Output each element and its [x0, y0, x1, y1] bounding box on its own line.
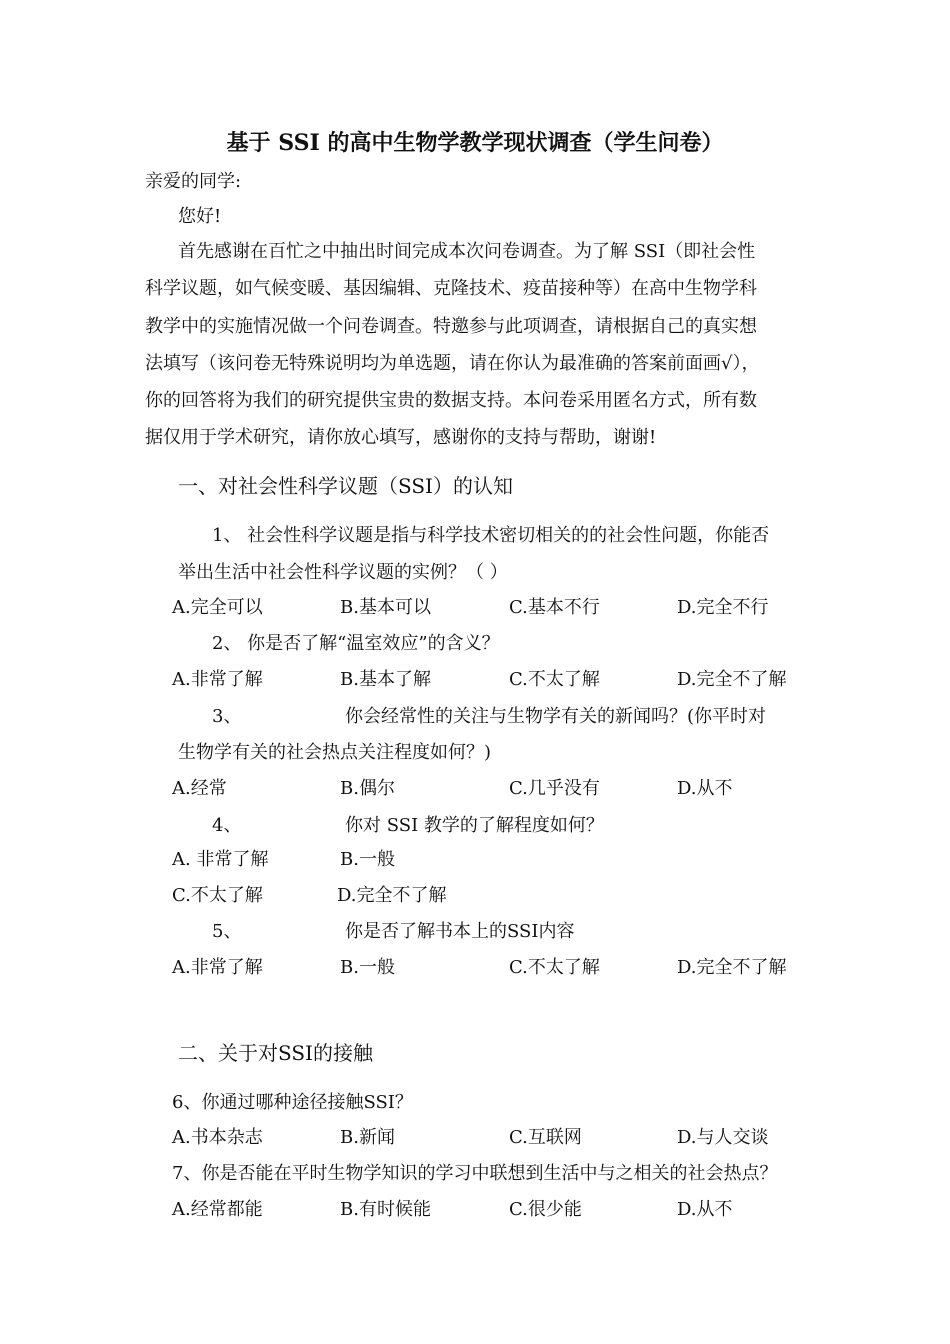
- option-c[interactable]: C.几乎没有: [509, 778, 600, 799]
- intro-line: 据仅用于学术研究，请你放心填写，感谢你的支持与帮助，谢谢!: [145, 427, 657, 448]
- option-b[interactable]: B.有时候能: [340, 1199, 431, 1220]
- option-c[interactable]: C.基本不行: [509, 597, 600, 618]
- option-d[interactable]: D.完全不了解: [677, 957, 787, 978]
- question-text: 举出生活中社会性科学议题的实例？（ ）: [178, 562, 508, 583]
- intro-line: 首先感谢在百忙之中抽出时间完成本次问卷调查。为了解 SSI（即社会性: [178, 241, 756, 262]
- question-text: 1、 社会性科学议题是指与科学技术密切相关的的社会性问题，你能否: [212, 525, 770, 546]
- option-b[interactable]: B.基本可以: [340, 597, 431, 618]
- option-c[interactable]: C.很少能: [509, 1199, 582, 1220]
- question-text: 你会经常性的关注与生物学有关的新闻吗？(你平时对: [345, 706, 767, 727]
- section-heading-2: 二、关于对SSI的接触: [178, 1041, 373, 1065]
- question-number: 4、: [212, 815, 242, 836]
- question-text: 6、你通过哪种途径接触SSI？: [172, 1092, 413, 1113]
- question-text: 你对 SSI 教学的了解程度如何？: [345, 815, 604, 836]
- option-a[interactable]: A.经常都能: [172, 1199, 263, 1220]
- option-d[interactable]: D.完全不行: [677, 597, 769, 618]
- greeting: 亲爱的同学:: [145, 171, 242, 192]
- option-b[interactable]: B.一般: [340, 849, 395, 870]
- question-number: 5、: [212, 921, 242, 942]
- page-title: 基于 SSI 的高中生物学教学现状调查（学生问卷）: [226, 130, 724, 156]
- option-c[interactable]: C.不太了解: [509, 957, 600, 978]
- intro-line: 你的回答将为我们的研究提供宝贵的数据支持。本问卷采用匿名方式，所有数: [145, 390, 757, 411]
- question-text: 你是否了解书本上的SSI内容: [345, 921, 575, 942]
- option-b[interactable]: B.基本了解: [340, 669, 431, 690]
- intro-line: 科学议题，如气候变暖、基因编辑、克隆技术、疫苗接种等）在高中生物学科: [145, 278, 757, 299]
- option-b[interactable]: B.一般: [340, 957, 395, 978]
- option-d[interactable]: D.从不: [677, 1199, 733, 1220]
- option-a[interactable]: A.书本杂志: [172, 1127, 263, 1148]
- section-heading-1: 一、对社会性科学议题（SSI）的认知: [178, 474, 513, 498]
- question-text: 生物学有关的社会热点关注程度如何？): [178, 742, 492, 763]
- option-a[interactable]: A.完全可以: [172, 597, 263, 618]
- option-c[interactable]: C.不太了解: [509, 669, 600, 690]
- option-b[interactable]: B.偶尔: [340, 778, 395, 799]
- option-a[interactable]: A. 非常了解: [172, 849, 269, 870]
- option-c[interactable]: C.互联网: [509, 1127, 582, 1148]
- option-a[interactable]: A.非常了解: [172, 957, 263, 978]
- option-d[interactable]: D.从不: [677, 778, 733, 799]
- intro-line: 法填写（该问卷无特殊说明均为单选题，请在你认为最准确的答案前面画√），: [145, 353, 760, 374]
- option-a[interactable]: A.经常: [172, 778, 227, 799]
- question-text: 7、你是否能在平时生物学知识的学习中联想到生活中与之相关的社会热点？: [172, 1163, 778, 1184]
- question-text: 2、 你是否了解“温室效应”的含义？: [212, 633, 500, 654]
- intro-line: 教学中的实施情况做一个问卷调查。特邀参与此项调查，请根据自己的真实想: [145, 316, 757, 337]
- option-a[interactable]: A.非常了解: [172, 669, 263, 690]
- option-d[interactable]: D.完全不了解: [677, 669, 787, 690]
- hello: 您好!: [178, 206, 222, 227]
- question-number: 3、: [212, 706, 242, 727]
- option-b[interactable]: B.新闻: [340, 1127, 395, 1148]
- option-d[interactable]: D.与人交谈: [677, 1127, 769, 1148]
- option-d[interactable]: D.完全不了解: [337, 885, 447, 906]
- option-c[interactable]: C.不太了解: [172, 885, 263, 906]
